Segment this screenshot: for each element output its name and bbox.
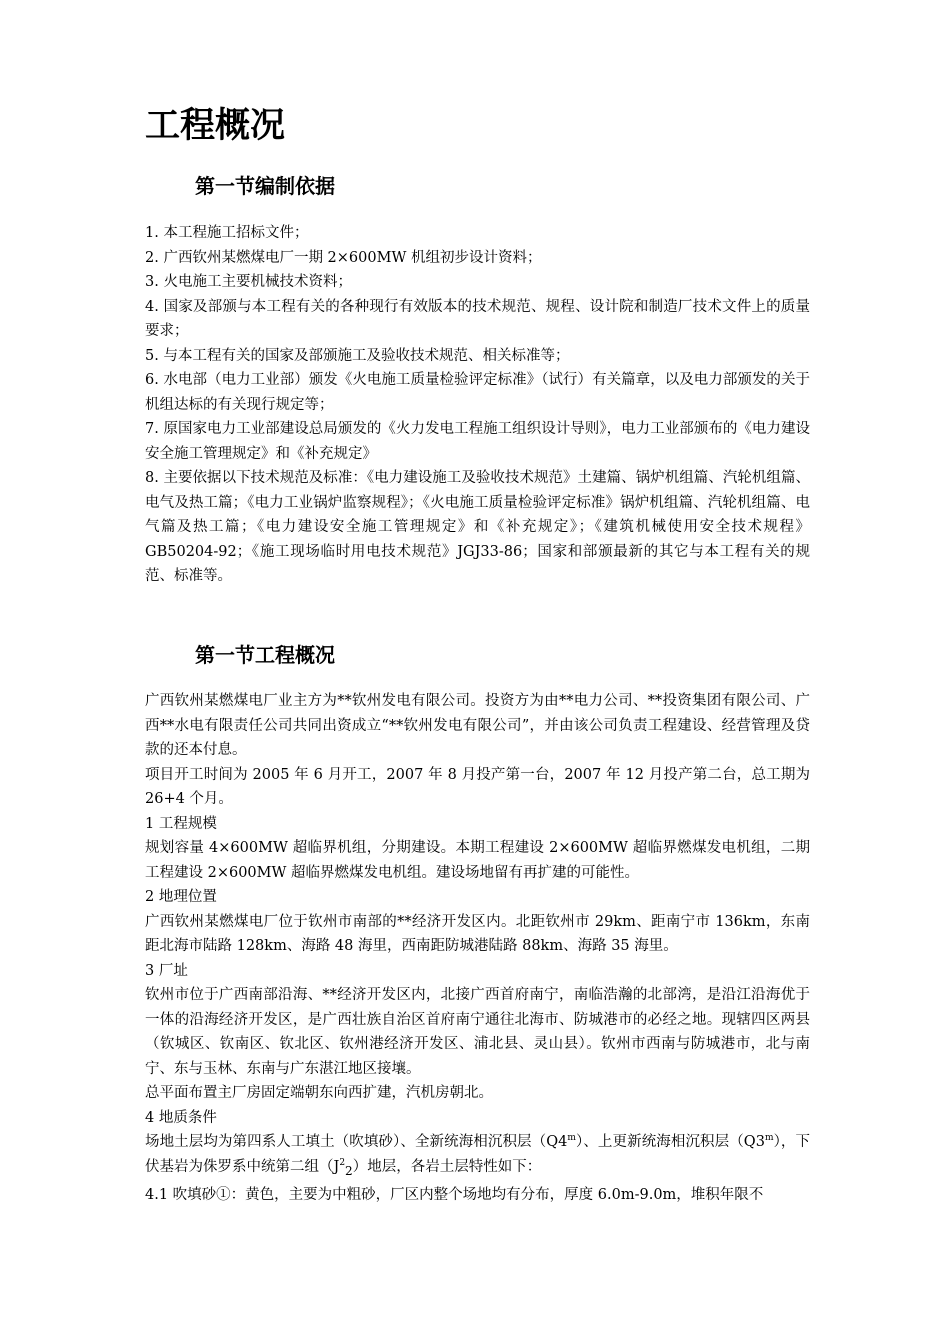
subheading: 4 地质条件 bbox=[145, 1109, 217, 1126]
paragraph: 规划容量 4×600MW 超临界机组，分期建设。本期工程建设 2×600MW 超临界燃煤发电机组，二期工程建设 2×600MW 超临界燃煤发电机组。建设场地留有再扩建的可能性。 bbox=[145, 840, 810, 881]
list-item: 1. 本工程施工招标文件； bbox=[145, 225, 309, 241]
subheading: 2 地理位置 bbox=[145, 889, 217, 905]
paragraph: 项目开工时间为 2005 年 6 月开工，2007 年 8 月投产第一台，2007 年 12 月投产第二台，总工期为 26+4 个月。 bbox=[145, 766, 810, 807]
geology-paragraph: 场地土层均为第四系人工填土（吹填砂）、全新统海相沉积层（Q4$^m$）、上更新统海相沉积层（Q3$^m$），下伏基岩为侏罗系中统第二组$(J^2_2)$地层，各岩土层特性如下： bbox=[145, 1133, 811, 1178]
overview-body bbox=[145, 689, 810, 1207]
paragraph: 钦州市位于广西南部沿海、**经济开发区内，北接广西首府南宁，南临浩瀚的北部湾，是沿江沿海优于一体的沿海经济开发区，是广西壮族自治区首府南宁通往北海市、防城港市的必经之地。现辖四区两县（钦城区、钦南区、钦北区、钦州港经济开发区、浦北县、灵山县）。钦州市西南与防城港市，北与南宁、东与玉林、东南与广东湛江地区接壤。 bbox=[145, 987, 810, 1077]
paragraph: 4.1 吹填砂①：黄色，主要为中粗砂，厂区内整个场地均有分布，厚度 6.0m-9.0m，堆积年限不 bbox=[145, 1186, 764, 1203]
paragraph: 广西钦州某燃煤电厂业主方为**钦州发电有限公司。投资方为由**电力公司、**投资集团有限公司、广西**水电有限责任公司共同出资成立“**钦州发电有限公司”，并由该公司负责工程建设、经营管理及贷款的还本付息。 bbox=[145, 693, 810, 758]
list-item: 3. 火电施工主要机械技术资料； bbox=[145, 274, 352, 290]
list-item: 7. 原国家电力工业部建设总局颁发的《火力发电工程施工组织设计导则》，电力工业部颁布的《电力建设安全施工管理规定》和《补充规定》 bbox=[145, 421, 810, 462]
section-heading-basis: 第一节编制依据 bbox=[195, 174, 335, 198]
subheading: 1 工程规模 bbox=[145, 815, 217, 832]
paragraph: 总平面布置主厂房固定端朝东向西扩建，汽机房朝北。 bbox=[145, 1085, 493, 1101]
list-item: 6. 水电部（电力工业部）颁发《火电施工质量检验评定标准》（试行）有关篇章，以及电力部颁发的关于机组达标的有关现行规定等； bbox=[145, 372, 810, 413]
list-item: 5. 与本工程有关的国家及部颁施工及验收技术规范、相关标准等； bbox=[145, 347, 570, 364]
subheading: 3 厂址 bbox=[145, 962, 188, 979]
document-title: 工程概况 bbox=[145, 106, 286, 146]
list-item: 8. 主要依据以下技术规范及标准：《电力建设施工及验收技术规范》土建篇、锅炉机组篇、汽轮机组篇、电气及热工篇；《电力工业锅炉监察规程》；《火电施工质量检验评定标准》锅炉机组篇、汽轮机组篇、电气篇及热工篇；《电力建设安全施工管理规定》和《补充规定》；《建筑机械使用安全技术规程》GB50204-92；《施工现场临时用电技术规范》JGJ33-86；国家和部颁最新的其它与本工程有关的规范、标准等。 bbox=[145, 470, 810, 584]
paragraph: 广西钦州某燃煤电厂位于钦州市南部的**经济开发区内。北距钦州市 29km、距南宁市 136km，东南距北海市陆路 128km、海路 48 海里，西南距防城港陆路 88km、海路 35 海里。 bbox=[145, 913, 810, 954]
section-heading-overview: 第一节工程概况 bbox=[195, 643, 335, 667]
basis-list bbox=[145, 221, 810, 589]
list-item: 4. 国家及部颁与本工程有关的各种现行有效版本的技术规范、规程、设计院和制造厂技术文件上的质量要求； bbox=[145, 298, 810, 339]
list-item: 2. 广西钦州某燃煤电厂一期 2×600MW 机组初步设计资料； bbox=[145, 249, 542, 266]
